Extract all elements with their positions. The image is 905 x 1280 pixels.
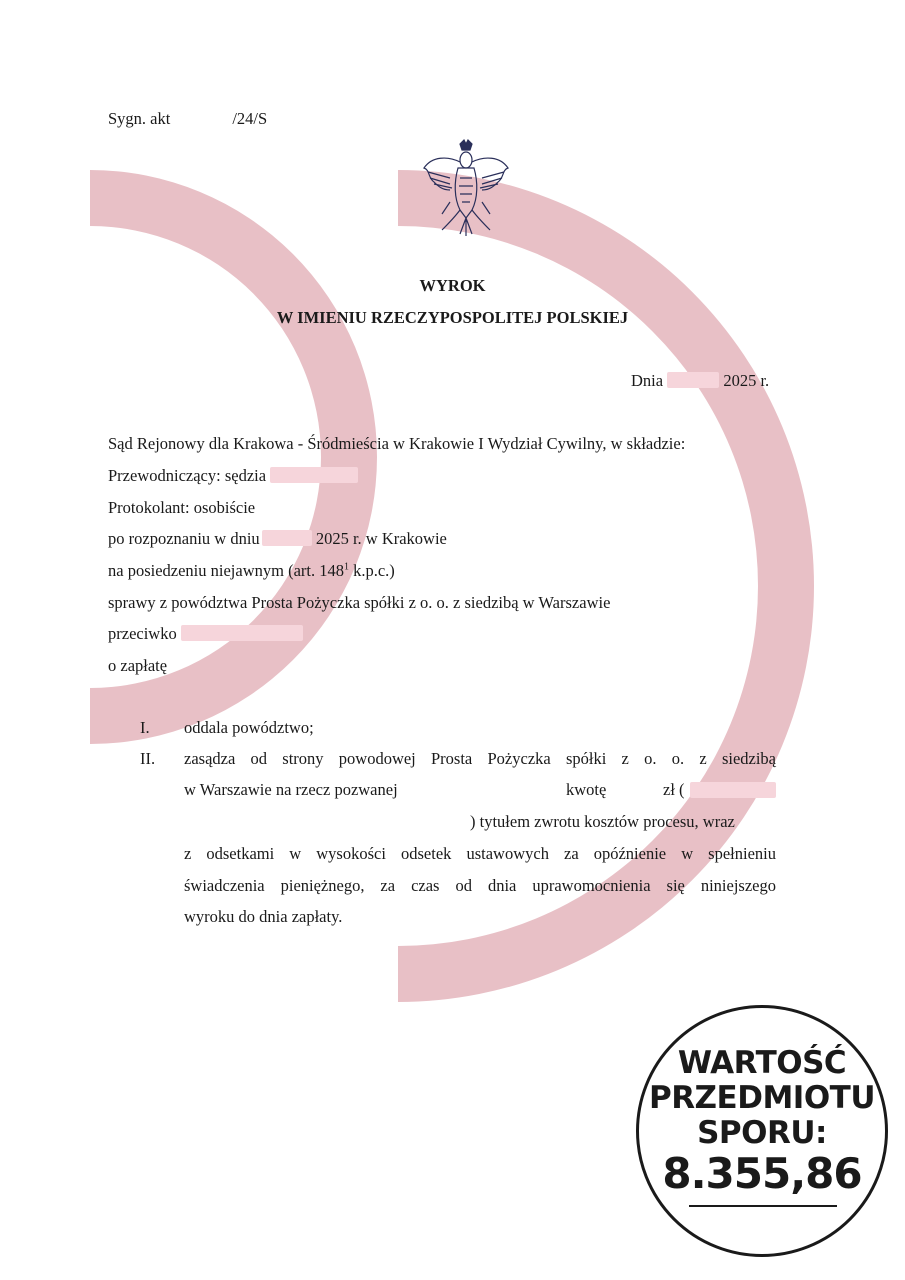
verdict-date: [631, 371, 769, 391]
clerk-line: Protokolant: osobiście: [108, 498, 256, 517]
redacted-amount-words: [690, 782, 776, 798]
ruling-2-line-6: wyroku do dnia zapłaty.: [184, 907, 343, 926]
verdict-subtitle: W IMIENIU RZECZYPOSPOLITEJ POLSKIEJ: [276, 308, 629, 327]
badge-line-3: SPORU:: [697, 1115, 827, 1151]
ruling-2-line-3: ) tytułem zwrotu kosztów procesu, wraz: [470, 812, 735, 831]
date-prefix: Dnia: [631, 371, 664, 390]
redacted-amount: [614, 782, 654, 798]
session-text: na posiedzeniu niejawnym (art. 148: [108, 561, 344, 580]
verdict-title: WYROK: [419, 276, 486, 295]
presiding-label: Przewodniczący: sędzia: [108, 466, 267, 485]
polish-eagle-icon: [420, 138, 512, 238]
court-line: Sąd Rejonowy dla Krakowa - Śródmieścia w Krakowie I Wydział Cywilny, w składzie:: [108, 434, 686, 453]
ruling-2-line-1: zasądza od strony powodowej Prosta Pożyczka spółki z o. o. z siedzibą: [184, 749, 776, 768]
subject-line: o zapłatę: [108, 656, 168, 675]
redacted-hearing-date: [262, 530, 312, 546]
ruling-2-line-2: [184, 780, 398, 800]
redacted-defendant-name: [430, 782, 550, 798]
redacted-date: [667, 372, 719, 388]
against-line: [108, 624, 303, 644]
ruling-2-line-4: z odsetkami w wysokości odsetek ustawowych za opóźnienie w spełnieniu: [184, 844, 776, 863]
ruling-2-amount-label: kwotę: [566, 780, 607, 799]
badge-line-1: WARTOŚĆ: [677, 1045, 847, 1081]
redacted-case-number: [170, 110, 232, 126]
case-number-prefix: Sygn. akt: [108, 109, 171, 128]
against-label: przeciwko: [108, 624, 177, 643]
ruling-2-number: II.: [140, 749, 156, 768]
ruling-2-beneficiary: w Warszawie na rzecz pozwanej: [184, 780, 398, 799]
case-line: sprawy z powództwa Prosta Pożyczka spółki z o. o. z siedzibą w Warszawie: [108, 593, 611, 612]
case-number-suffix: /24/S: [232, 109, 268, 128]
ruling-2-line-5: świadczenia pieniężnego, za czas od dnia uprawomocnienia się niniejszego: [184, 876, 776, 895]
ruling-1-text: oddala powództwo;: [184, 718, 314, 737]
session-end: k.p.c.): [353, 561, 395, 580]
session-line: [108, 561, 395, 581]
badge-value: 8.355,86: [662, 1149, 862, 1198]
hearing-suffix: 2025 r. w Krakowie: [315, 529, 447, 548]
badge-line-2: PRZEDMIOTU: [648, 1080, 876, 1116]
badge-underline: [689, 1205, 837, 1207]
date-suffix: 2025 r.: [723, 371, 770, 390]
ruling-2-currency: zł (: [663, 780, 685, 799]
case-number: [108, 109, 267, 129]
ruling-1-number: I.: [140, 718, 150, 737]
hearing-prefix: po rozpoznaniu w dniu: [108, 529, 260, 548]
redacted-judge: [270, 467, 358, 483]
hearing-line: [108, 529, 447, 549]
dispute-value-badge: [636, 1005, 888, 1257]
redacted-defendant: [181, 625, 303, 641]
presiding-judge: [108, 466, 358, 486]
session-sup: 1: [343, 561, 349, 573]
